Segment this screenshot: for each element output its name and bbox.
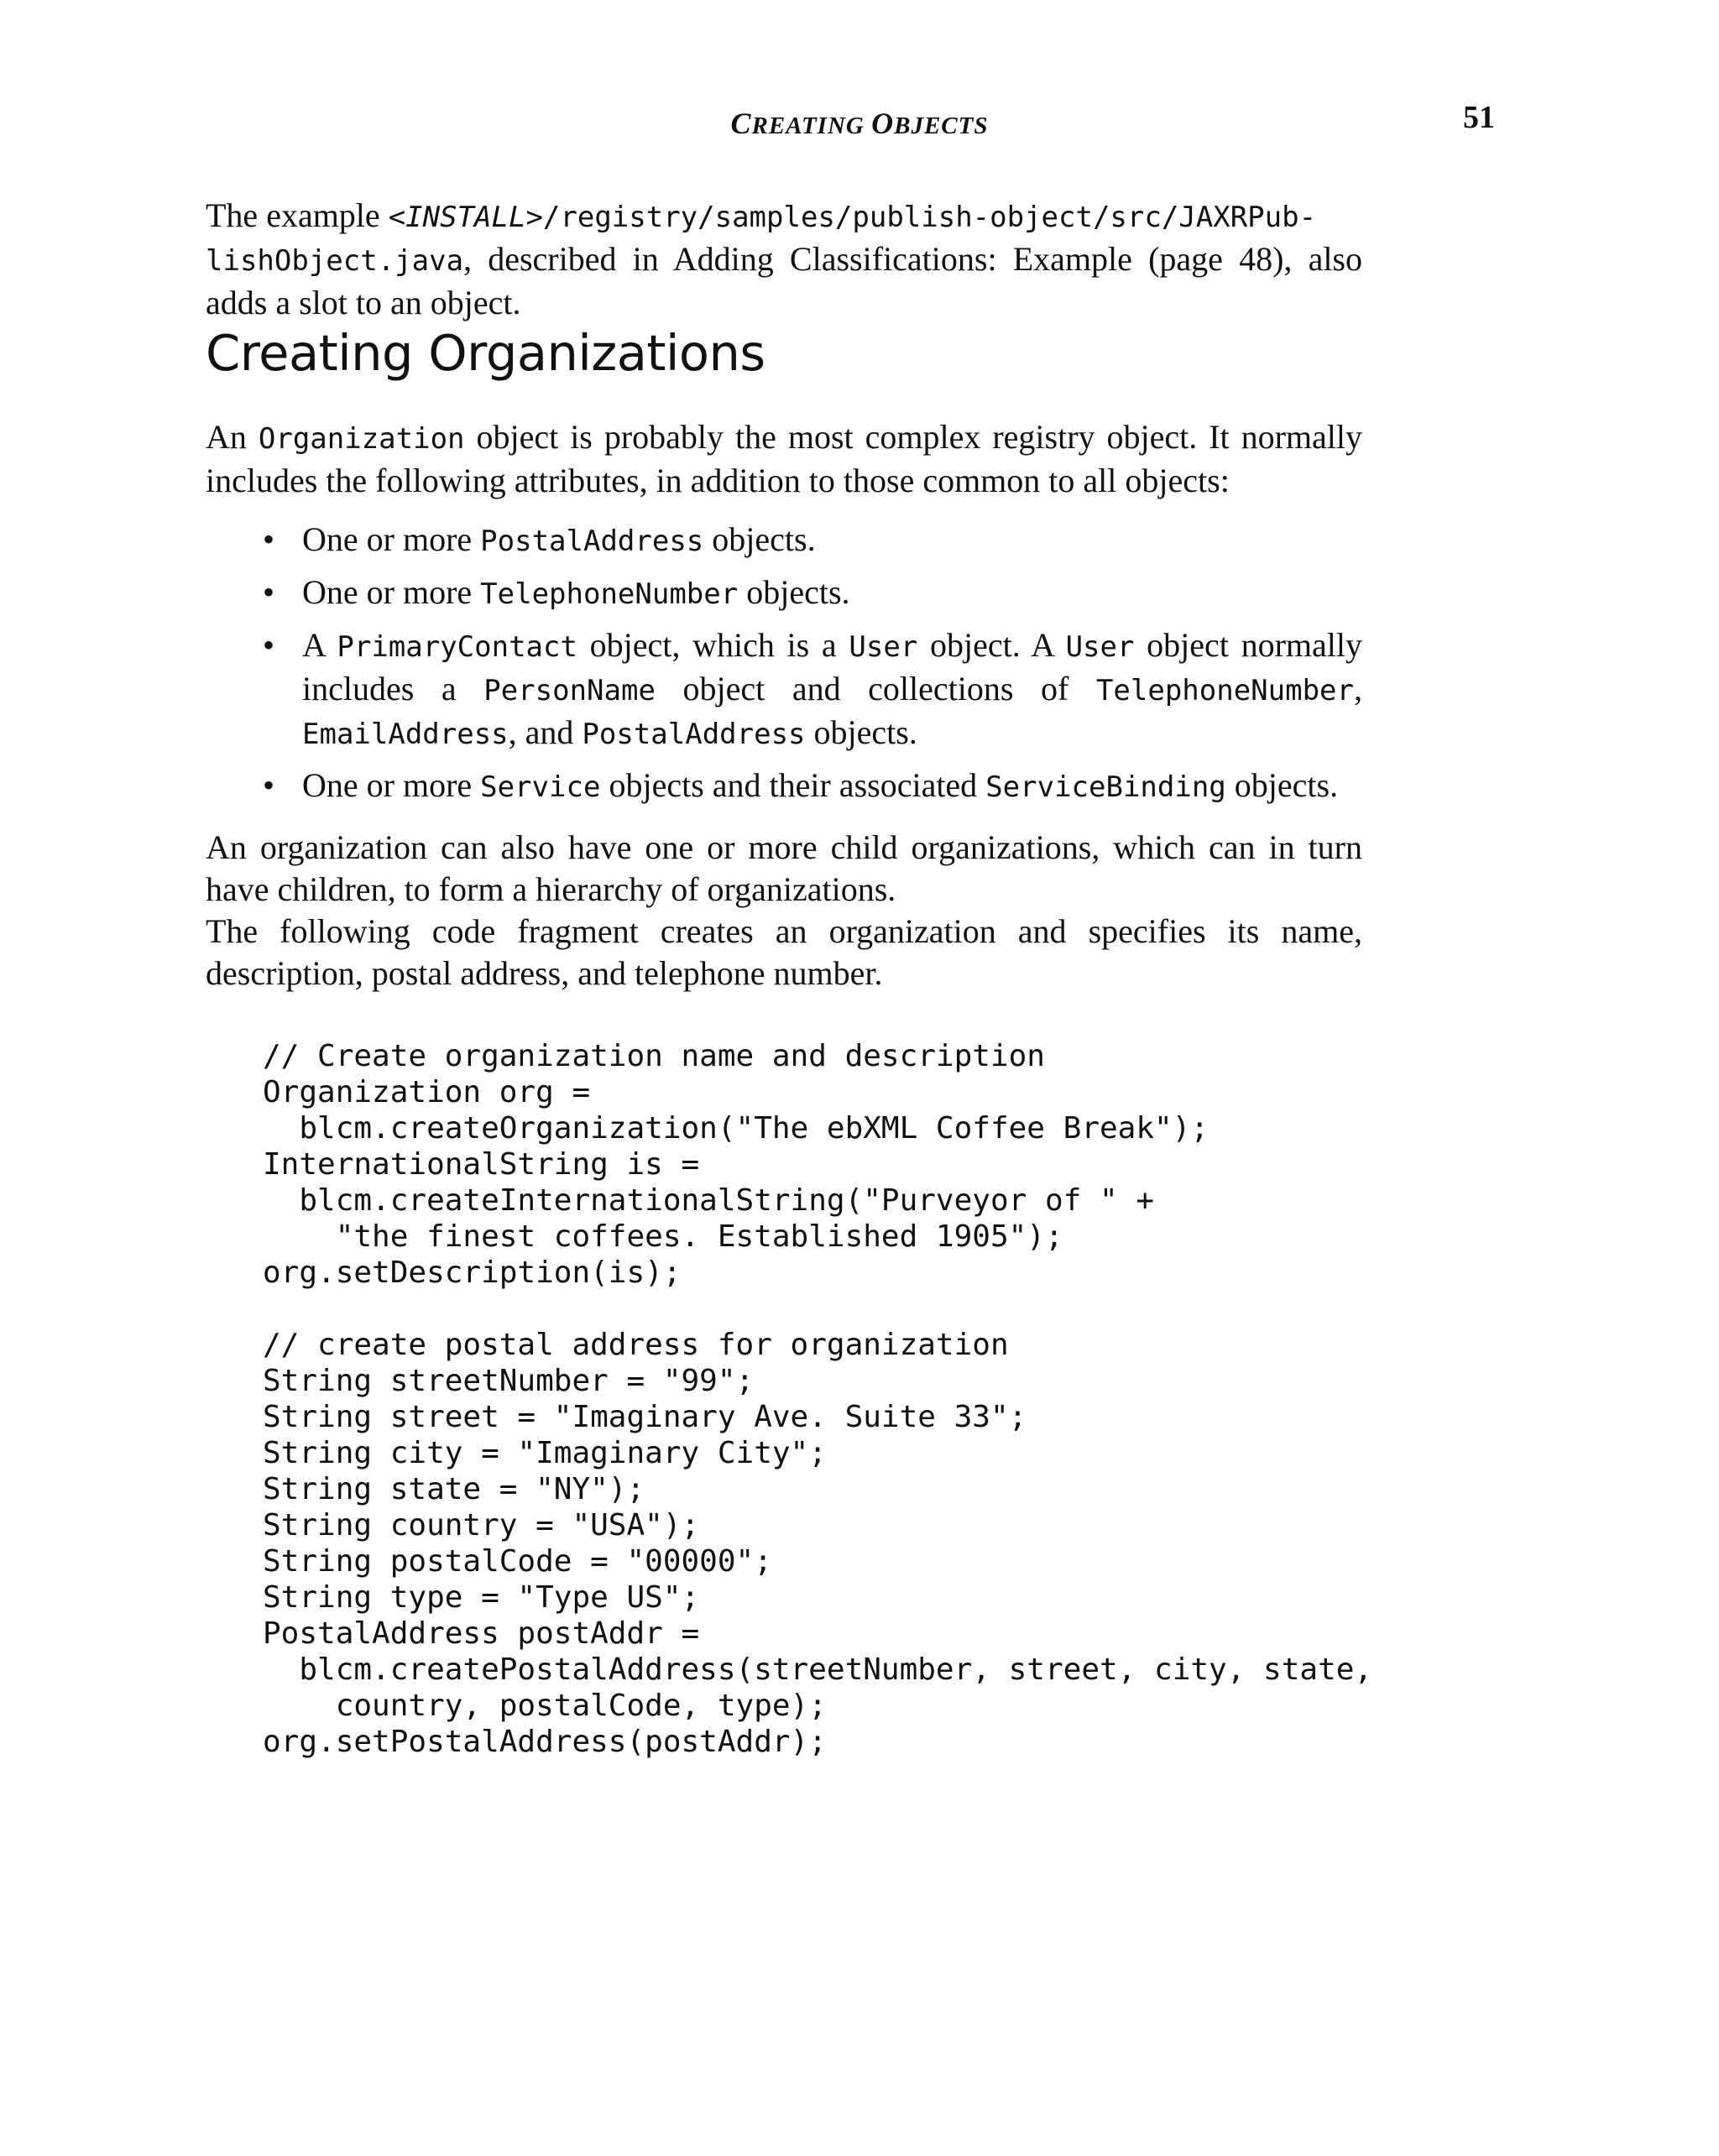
running-title-part-2: BJECTS <box>894 112 989 139</box>
intro-text-1: The example <box>206 196 389 234</box>
page-content <box>206 195 1373 1760</box>
bullet-text: objects. <box>805 713 917 751</box>
bullet-text: object normally includes a <box>302 626 1362 707</box>
bullet-code: User <box>849 630 918 664</box>
section-heading: Creating Organizations <box>206 324 765 382</box>
intro-paragraph <box>206 195 1362 324</box>
bullet-text: objects. <box>1225 766 1339 804</box>
child-organizations-paragraph: An organization can also have one or more child organizations, which can in turn have children, to form a hierarchy of organizations. <box>206 828 1362 908</box>
running-header <box>0 99 1719 141</box>
intro-path-part-2: lishObject.java <box>206 244 464 278</box>
bullet-code: TelephoneNumber <box>480 577 739 611</box>
bullet-text: One or more <box>302 766 481 804</box>
running-title-initial-o: O <box>871 107 895 140</box>
bullet-item-primary-contact <box>206 624 1362 755</box>
page-number: 51 <box>1463 100 1495 135</box>
bullet-code: PostalAddress <box>480 525 704 558</box>
intro-install-placeholder: <INSTALL> <box>388 201 543 234</box>
attribute-bullet-list <box>206 519 1362 808</box>
org-para-text-2: object is probably the most complex registry object. It normally includes the following attributes, in addition to those common to all objects: <box>206 418 1363 499</box>
bullet-code: TelephoneNumber <box>1095 674 1354 707</box>
bullet-code: PrimaryContact <box>337 630 577 664</box>
bullet-text: One or more <box>302 520 481 558</box>
bullet-text: , and <box>508 713 583 751</box>
bullet-code: PersonName <box>483 674 656 707</box>
bullet-code: EmailAddress <box>302 718 509 751</box>
bullet-code: Service <box>480 770 601 804</box>
org-para-text-1: An <box>206 418 259 456</box>
bullet-text: object and collections of <box>655 670 1096 707</box>
bullet-marker: • <box>263 573 275 611</box>
intro-path-part-1: /registry/samples/publish-object/src/JAXRPub- <box>542 201 1317 234</box>
bullet-marker: • <box>263 766 275 804</box>
bullet-text: object, which is a <box>577 626 849 664</box>
bullet-code: PostalAddress <box>582 718 806 751</box>
bullet-item-telephone-number <box>206 572 1362 615</box>
bullet-marker: • <box>263 520 275 558</box>
bullet-text: One or more <box>302 573 481 611</box>
bullet-code: ServiceBinding <box>985 770 1226 804</box>
running-title <box>0 106 1719 141</box>
running-title-initial-c: C <box>730 107 752 140</box>
bullet-marker: • <box>263 626 275 664</box>
code-intro-paragraph: The following code fragment creates an organization and specifies its name, description, postal address, and telephone number. <box>206 912 1362 992</box>
bullet-text: objects. <box>738 573 850 611</box>
bullet-text: objects and their associated <box>600 766 986 804</box>
bullet-text: objects. <box>703 520 816 558</box>
bullet-text: , <box>1354 670 1362 707</box>
running-title-part-1: REATING <box>751 112 872 139</box>
bullet-text: A <box>302 626 337 664</box>
intro-text-2: , described in Adding Classifications: Example (page 48), also adds a slot to an object. <box>206 240 1362 321</box>
organization-paragraph <box>206 416 1362 502</box>
code-listing: // Create organization name and description Organization org = blcm.createOrganization("The ebXML Coffee Break"); InternationalString is = blcm.createInternationalString("Purveyor of " + "the finest coffees. Established 1905"); org.setDescription(is); // create postal address for organization String streetNumber = "99"; String street = "Imaginary Ave. Suite 33"; String city = "Imaginary City"; String state = "NY"); String country = "USA"); String postalCode = "00000"; String type = "Type US"; PostalAddress postAddr = blcm.createPostalAddress(streetNumber, street, city, state, country, postalCode, type); org.setPostalAddress(postAddr); <box>263 1039 1373 1759</box>
bullet-code: User <box>1065 630 1135 664</box>
org-para-code-organization: Organization <box>258 422 465 456</box>
bullet-text: object. A <box>917 626 1066 664</box>
bullet-item-service <box>206 765 1362 808</box>
bullet-item-postal-address <box>206 519 1362 562</box>
